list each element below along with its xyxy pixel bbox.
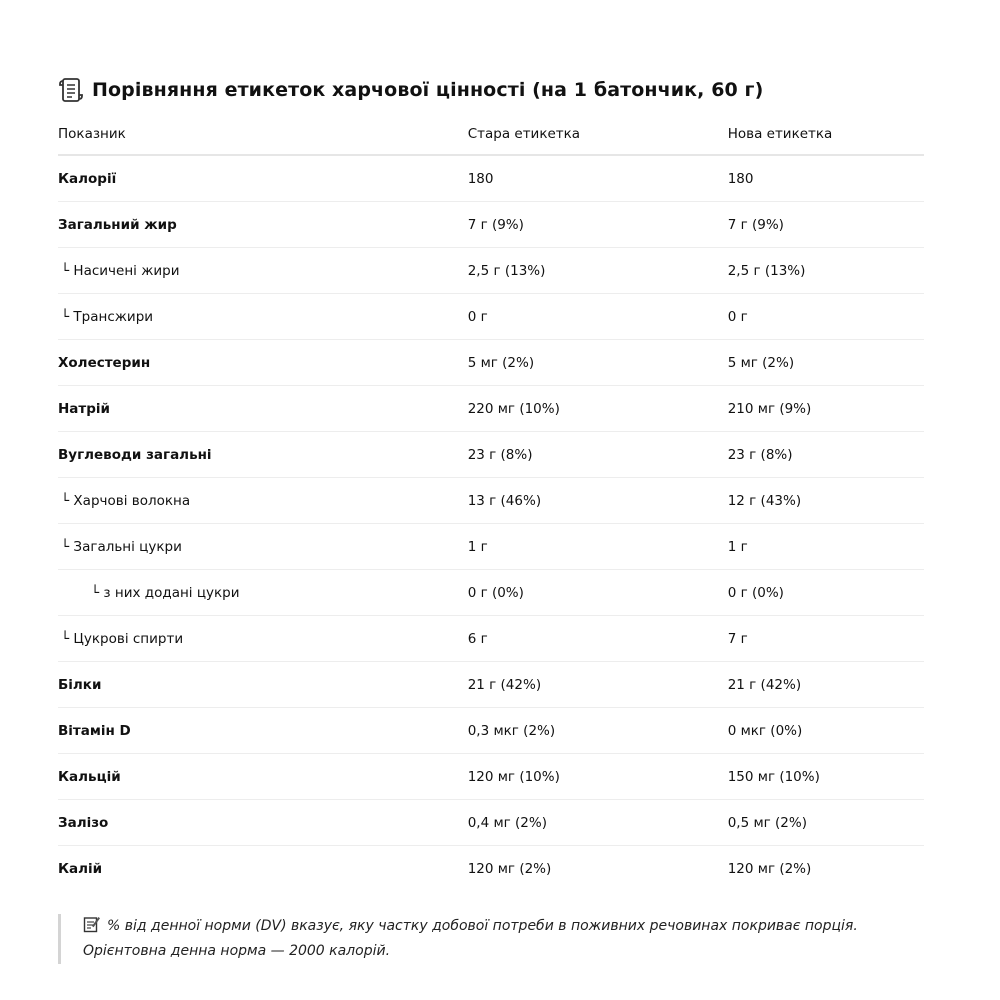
row-old-value: 1 г [468,524,728,570]
row-old-value: 7 г (9%) [468,202,728,248]
table-row [58,155,924,202]
row-old-value: 5 мг (2%) [468,340,728,386]
row-new-value: 210 мг (9%) [728,386,924,432]
row-new-value: 120 мг (2%) [727,860,812,877]
table-row [58,386,924,432]
row-new-value: 0,5 мг (2%) [728,800,924,846]
row-new-value: 1 г [728,524,924,570]
memo-icon [83,915,101,933]
header-indicator: Показник [58,114,468,155]
row-new-value: 21 г (42%) [728,662,924,708]
row-old-value: 21 г (42%) [468,662,728,708]
table-row [58,616,924,662]
row-new-value: 2,5 г (13%) [728,248,924,294]
row-label: Залізо [58,800,468,846]
page-title: Порівняння етикеток харчової цінності (на 1 батончик, 60 г) [92,79,764,101]
row-label: Холестерин [58,340,468,386]
table-row [58,202,924,248]
row-new-value: 150 мг (10%) [728,754,924,800]
row-old-value: 0,4 мг (2%) [468,800,728,846]
row-label: Вуглеводи загальні [58,432,468,478]
row-old-value: 120 мг (2%) [467,860,552,877]
content [58,72,924,891]
header-old-label: Стара етикетка [468,114,728,155]
table-body [58,155,924,891]
row-label: Загальний жир [58,202,468,248]
row-old-value: 6 г [468,616,728,662]
table-row [58,754,924,800]
row-new-value: 12 г (43%) [728,478,924,524]
table-row [58,294,924,340]
table-row [58,340,924,386]
scroll-icon [58,76,84,104]
row-old-value: 23 г (8%) [468,432,728,478]
row-new-value: 5 мг (2%) [728,340,924,386]
row-label: Натрій [58,386,468,432]
table-row [58,708,924,754]
table-row [58,432,924,478]
row-label: └ Харчові волокна [58,478,468,524]
row-label: └ Трансжири [58,294,468,340]
row-old-value: 120 мг (10%) [468,754,728,800]
row-label: └ Цукрові спирти [58,616,468,662]
row-old-value: 2,5 г (13%) [468,248,728,294]
row-old-value: 220 мг (10%) [468,386,728,432]
row-old-value: 0,3 мкг (2%) [468,708,728,754]
row-new-value: 23 г (8%) [728,432,924,478]
row-old-value: 0 г (0%) [468,570,728,616]
row-new-value: 0 г (0%) [728,570,924,616]
table-row [58,524,924,570]
nutrition-table [58,114,924,891]
row-label: Білки [58,662,468,708]
table-row [58,570,924,616]
title-row [58,72,924,108]
table-row [58,662,924,708]
row-new-value: 180 [728,155,924,202]
header-new-label: Нова етикетка [728,114,924,155]
row-old-value: 0 г [468,294,728,340]
row-new-value: 7 г (9%) [728,202,924,248]
row-old-value: 13 г (46%) [468,478,728,524]
table-row [58,478,924,524]
row-label: └ Насичені жири [58,248,468,294]
table-row [58,248,924,294]
row-old-value: 180 [468,155,728,202]
row-label: Калій [58,860,103,877]
row-label: └ Загальні цукри [58,524,468,570]
row-new-value: 0 мкг (0%) [728,708,924,754]
row-label: Калорії [58,155,468,202]
row-label: Кальцій [58,754,468,800]
row-label: Вітамін D [58,708,468,754]
row-label: └ з них додані цукри [58,570,468,616]
row-new-value: 0 г [728,294,924,340]
footnote-text: % від денної норми (DV) вказує, яку частку добової потреби в поживних речовинах покриває порція. Орієнтовна денна норма — 2000 калорій. [83,918,858,959]
table-row [58,800,924,846]
row-new-value: 7 г [728,616,924,662]
table-header-row [58,114,924,155]
footnote [58,914,943,964]
table-row [58,846,924,892]
